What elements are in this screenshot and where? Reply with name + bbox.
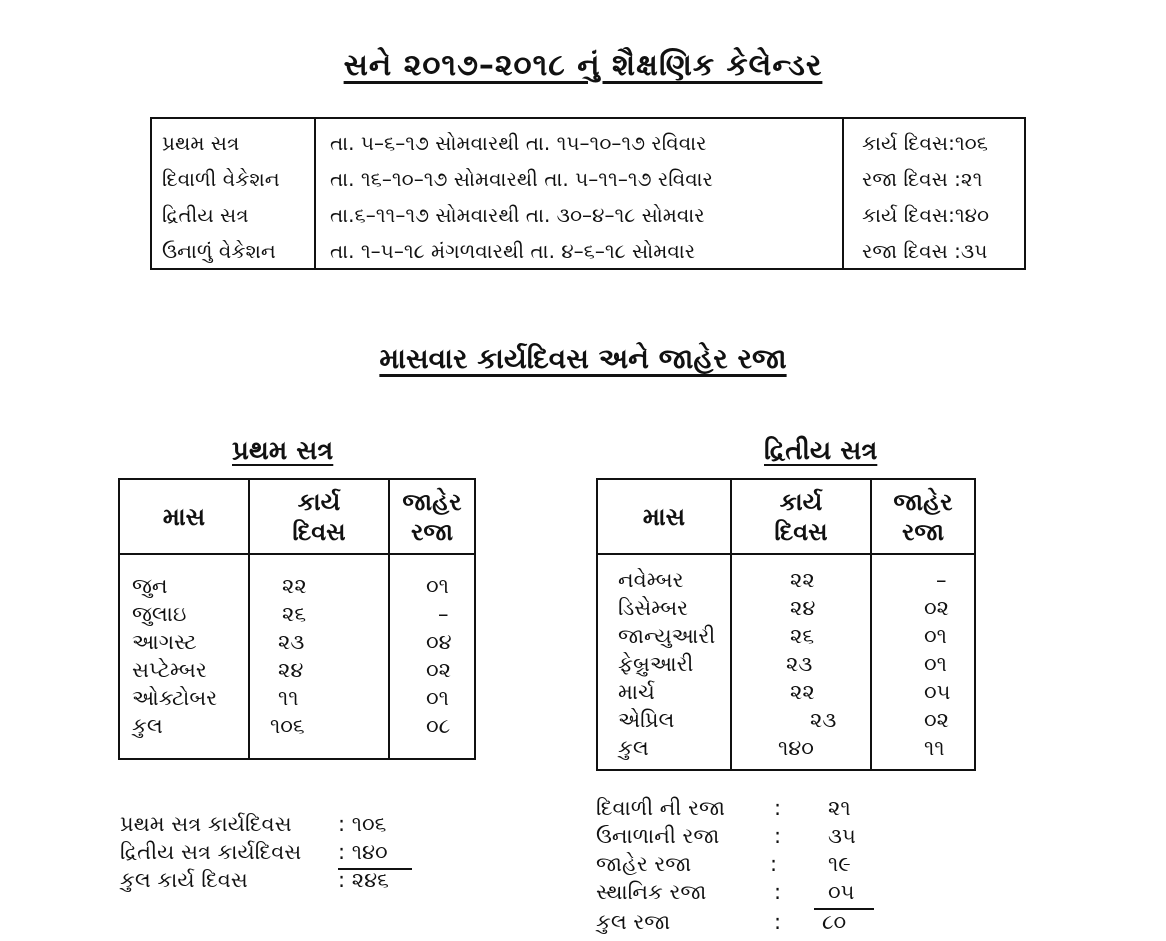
page-title: સને ૨૦૧૭–૨૦૧૮ નું શૈક્ષણિક કેલેન્ડર [343, 48, 823, 83]
month-cell: ઓક્ટોબર [132, 686, 218, 710]
overview-name: દ્રિતીય સત્ર [162, 203, 249, 227]
overview-days: કાર્ય દિવસ:૧૪૦ [862, 203, 990, 227]
summary-label: કુલ રજા [596, 910, 671, 934]
term1-table [118, 478, 476, 760]
work-days-summary [120, 812, 440, 922]
overview-days-column [844, 119, 1024, 268]
holiday-cell: ૦૧ [426, 686, 449, 710]
month-cell: ડિસેમ્બર [618, 596, 689, 620]
table-row-total [120, 714, 474, 742]
work-cell: ૧૪૦ [778, 736, 814, 760]
overview-name: દિવાળી વેકેશન [162, 167, 280, 191]
table-row [120, 630, 474, 658]
overview-dates-column [316, 119, 844, 268]
month-cell: જુન [132, 574, 168, 598]
holiday-cell: ૧૧ [924, 736, 945, 760]
holiday-cell: ૦૨ [924, 708, 949, 732]
term2-title: દ્રિતીય સત્ર [764, 436, 878, 466]
work-cell: ૨૪ [278, 658, 304, 682]
month-cell: માર્ચ [618, 680, 655, 704]
summary-value: ૨૧ [828, 796, 851, 820]
overview-days: રજા દિવસ :૩૫ [862, 239, 988, 263]
header-month [120, 480, 248, 553]
month-cell: એપ્રિલ [618, 708, 675, 732]
work-cell: ૨૩ [278, 630, 305, 654]
summary-label: પ્રથમ સત્ર કાર્યદિવસ [120, 812, 292, 836]
header-holiday-label-2: રજા [901, 517, 945, 546]
summary-label: જાહેર રજા [596, 852, 692, 876]
summary-label: કુલ કાર્ય દિવસ [120, 868, 248, 892]
overview-name: પ્રથમ સત્ર [162, 131, 240, 155]
header-divider [598, 553, 974, 555]
summary-label: સ્થાનિક રજા [596, 880, 707, 904]
header-work-label-2: દિવસ [292, 517, 346, 546]
summary-value: : ૧૪૦ [338, 840, 388, 864]
header-work-days [732, 480, 870, 553]
summary-label: ઉનાળાની રજા [596, 824, 720, 848]
table-row [120, 602, 474, 630]
summary-colon: : [774, 824, 782, 848]
holiday-cell: ૦૨ [924, 596, 949, 620]
work-cell: ૨૨ [790, 568, 815, 592]
header-divider [120, 553, 474, 555]
summary-label: દિવાળી ની રજા [596, 796, 725, 820]
term1-title: પ્રથમ સત્ર [232, 436, 334, 466]
table-row [120, 686, 474, 714]
header-month [598, 480, 730, 553]
table-row [598, 708, 974, 736]
holiday-cell: – [438, 602, 449, 626]
month-cell: નવેમ્બર [618, 568, 684, 592]
holidays-summary [596, 796, 916, 941]
term-overview-table [150, 117, 1026, 270]
table-row [120, 574, 474, 602]
work-cell: ૨૩ [786, 652, 813, 676]
holiday-cell: ૦૧ [426, 574, 449, 598]
header-holiday-label-1: જાહેર [893, 487, 953, 516]
overview-dates: તા. ૫–૬–૧૭ સોમવારથી તા. ૧૫–૧૦–૧૭ રવિવાર [330, 131, 707, 155]
header-work-label-1: કાર્ય [779, 487, 823, 516]
table-row [598, 596, 974, 624]
overview-dates: તા. ૧–૫–૧૮ મંગળવારથી તા. ૪–૬–૧૮ સોમવાર [330, 239, 696, 263]
term2-table [596, 478, 976, 771]
table-row [598, 568, 974, 596]
holiday-cell: ૦૨ [426, 658, 451, 682]
header-holiday-label-2: રજા [410, 517, 454, 546]
table-row [598, 680, 974, 708]
holiday-cell: ૦૫ [924, 680, 951, 704]
overview-name-column [152, 119, 316, 268]
header-month-label: માસ [162, 502, 206, 531]
summary-value: ૦૫ [828, 880, 855, 904]
holiday-cell: – [936, 568, 947, 592]
month-cell: જુલાઇ [132, 602, 187, 626]
header-holidays [872, 480, 974, 553]
summary-label: દ્રિતીય સત્ર કાર્યદિવસ [120, 840, 302, 864]
header-month-label: માસ [642, 502, 686, 531]
work-cell: ૨૪ [790, 596, 816, 620]
overview-dates: તા. ૧૬–૧૦–૧૭ સોમવારથી તા. ૫–૧૧–૧૭ રવિવાર [330, 167, 713, 191]
overview-days: કાર્ય દિવસ:૧૦૬ [862, 131, 988, 155]
month-cell: કુલ [132, 714, 163, 738]
summary-colon: : [774, 880, 782, 904]
table-row [598, 652, 974, 680]
work-cell: ૨૨ [790, 680, 815, 704]
holiday-cell: ૦૧ [924, 624, 947, 648]
work-cell: ૨૩ [810, 708, 837, 732]
header-holidays [390, 480, 474, 553]
work-cell: ૨૬ [790, 624, 815, 648]
holiday-cell: ૦૧ [924, 652, 947, 676]
month-cell: સપ્ટેમ્બર [132, 658, 207, 682]
work-cell: ૨૬ [282, 602, 307, 626]
table-row [120, 658, 474, 686]
section-title: માસવાર કાર્યદિવસ અને જાહેર રજા [379, 342, 787, 375]
month-cell: આગસ્ટ [132, 630, 197, 654]
header-work-label-1: કાર્ય [297, 487, 341, 516]
summary-value: ૧૯ [828, 852, 851, 876]
overview-name: ઉનાળું વેકેશન [162, 239, 276, 263]
summary-colon: : [770, 852, 778, 876]
month-cell: જાન્યુઆરી [618, 624, 716, 648]
work-cell: ૨૨ [282, 574, 307, 598]
work-cell: ૧૧ [278, 686, 299, 710]
overview-dates: તા.૬–૧૧–૧૭ સોમવારથી તા. ૩૦–૪–૧૮ સોમવાર [330, 203, 705, 227]
overview-days: રજા દિવસ :૨૧ [862, 167, 983, 191]
month-cell: ફેબ્રુઆરી [618, 652, 694, 676]
table-row-total [598, 736, 974, 764]
summary-colon: : [774, 796, 782, 820]
summary-colon: : [774, 910, 782, 934]
summary-value: : ૨૪૬ [338, 868, 389, 892]
summary-value: ૮૦ [822, 910, 847, 934]
holiday-cell: ૦૪ [426, 630, 452, 654]
summary-value: ૩૫ [828, 824, 856, 848]
month-cell: કુલ [618, 736, 649, 760]
header-work-label-2: દિવસ [774, 517, 828, 546]
table-row [598, 624, 974, 652]
summary-value: : ૧૦૬ [338, 812, 387, 836]
work-cell: ૧૦૬ [270, 714, 305, 738]
header-work-days [250, 480, 388, 553]
header-holiday-label-1: જાહેર [402, 487, 462, 516]
holiday-cell: ૦૮ [426, 714, 451, 738]
